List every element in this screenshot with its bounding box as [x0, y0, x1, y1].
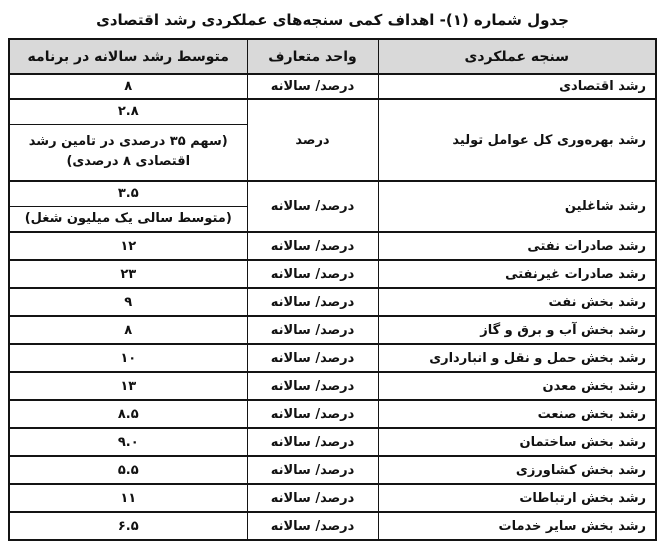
value-cell: ۲۳: [9, 260, 247, 288]
header-indicator: سنجه عملکردی: [378, 39, 656, 74]
value-cell: ۱۲: [9, 232, 247, 260]
indicator-cell: رشد بخش ارتباطات: [378, 484, 656, 512]
indicator-cell: رشد بخش آب و برق و گاز: [378, 316, 656, 344]
value-cell: ۸.۵: [9, 400, 247, 428]
unit-cell: درصد/ سالانه: [247, 428, 378, 456]
header-unit: واحد متعارف: [247, 39, 378, 74]
unit-cell: درصد/ سالانه: [247, 344, 378, 372]
indicator-cell: رشد اقتصادی: [378, 74, 656, 99]
indicator-cell: رشد بخش نفت: [378, 288, 656, 316]
note-cell: (سهم ۳۵ درصدی در تامین رشد اقتصادی ۸ درصدی): [9, 124, 247, 181]
table-row: [9, 74, 656, 99]
unit-cell: درصد/ سالانه: [247, 260, 378, 288]
table-row: [9, 260, 656, 288]
header-row: [9, 39, 656, 74]
unit-cell: درصد/ سالانه: [247, 316, 378, 344]
unit-cell: درصد/ سالانه: [247, 456, 378, 484]
indicator-cell: رشد صادرات غیرنفتی: [378, 260, 656, 288]
table-row: [9, 99, 656, 124]
value-cell: ۹: [9, 288, 247, 316]
table-row: [9, 428, 656, 456]
indicator-cell: رشد شاغلین: [378, 181, 656, 232]
indicator-cell: رشد بخش حمل و نقل و انبارداری: [378, 344, 656, 372]
indicator-cell: رشد بهره‌وری کل عوامل تولید: [378, 99, 656, 181]
unit-cell: درصد/ سالانه: [247, 288, 378, 316]
note-cell: (متوسط سالی یک میلیون شغل): [9, 206, 247, 232]
table-row: [9, 288, 656, 316]
unit-cell: درصد/ سالانه: [247, 372, 378, 400]
indicator-cell: رشد بخش سایر خدمات: [378, 512, 656, 540]
value-cell: ۲.۸: [9, 99, 247, 124]
table-row: [9, 181, 656, 206]
value-cell: ۱۳: [9, 372, 247, 400]
table-row: [9, 484, 656, 512]
unit-cell: درصد/ سالانه: [247, 512, 378, 540]
indicator-cell: رشد صادرات نفتی: [378, 232, 656, 260]
table-row: [9, 512, 656, 540]
table-row: [9, 372, 656, 400]
indicator-cell: رشد بخش صنعت: [378, 400, 656, 428]
table-row: [9, 400, 656, 428]
table-row: [9, 456, 656, 484]
header-value: متوسط رشد سالانه در برنامه: [9, 39, 247, 74]
table-row: [9, 232, 656, 260]
indicator-cell: رشد بخش ساختمان: [378, 428, 656, 456]
value-cell: ۵.۵: [9, 456, 247, 484]
value-cell: ۳.۵: [9, 181, 247, 206]
value-cell: ۸: [9, 316, 247, 344]
indicator-cell: رشد بخش کشاورزی: [378, 456, 656, 484]
table-row: [9, 344, 656, 372]
unit-cell: درصد/ سالانه: [247, 74, 378, 99]
indicators-table: [8, 38, 657, 541]
unit-cell: درصد/ سالانه: [247, 484, 378, 512]
unit-cell: درصد/ سالانه: [247, 181, 378, 232]
unit-cell: درصد/ سالانه: [247, 400, 378, 428]
value-cell: ۱۱: [9, 484, 247, 512]
value-cell: ۱۰: [9, 344, 247, 372]
value-cell: ۹.۰: [9, 428, 247, 456]
unit-cell: درصد: [247, 99, 378, 181]
indicator-cell: رشد بخش معدن: [378, 372, 656, 400]
unit-cell: درصد/ سالانه: [247, 232, 378, 260]
value-cell: ۸: [9, 74, 247, 99]
table-row: [9, 316, 656, 344]
table-title: جدول شماره (۱)- اهداف کمی سنجه‌های عملکردی رشد اقتصادی: [96, 11, 569, 29]
value-cell: ۶.۵: [9, 512, 247, 540]
